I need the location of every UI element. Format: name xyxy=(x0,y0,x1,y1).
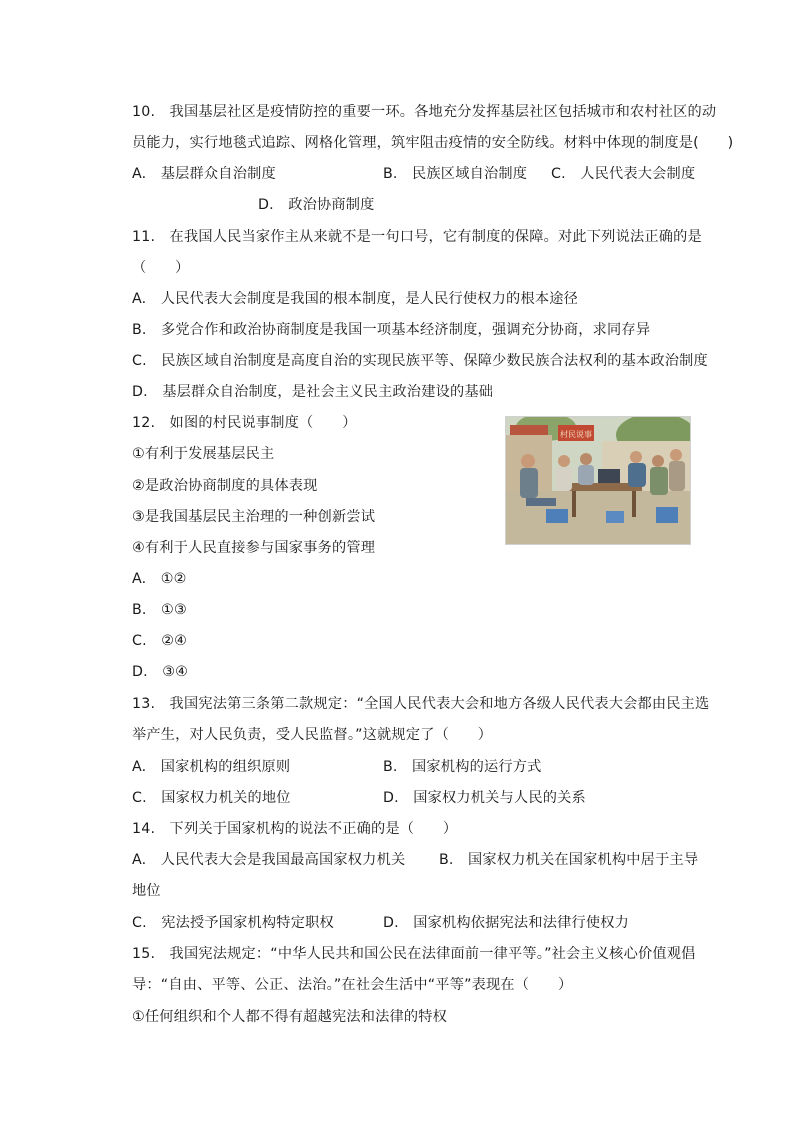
q10-option-c: C. 人民代表大会制度 xyxy=(551,166,696,182)
q14-option-d: D. 国家机构依据宪法和法律行使权力 xyxy=(383,915,630,931)
q12-option-c: C. ②④ xyxy=(132,633,188,649)
q12-option-b: B. ①③ xyxy=(132,602,187,618)
q14-option-b-line2: 地位 xyxy=(132,883,161,899)
q12-option-a: A. ①② xyxy=(132,571,187,587)
q12-statement-4: ④有利于人民直接参与国家事务的管理 xyxy=(132,540,376,556)
q14-option-a: A. 人民代表大会是我国最高国家权力机关 xyxy=(132,852,406,868)
q10-option-d: D. 政治协商制度 xyxy=(258,197,375,213)
q11-stem-line1: 11. 在我国人民当家作主从来就不是一句口号，它有制度的保障。对此下列说法正确的是 xyxy=(132,229,702,245)
q14-stem: 14. 下列关于国家机构的说法不正确的是（ ） xyxy=(132,821,458,837)
q15-statement-1: ①任何组织和个人都不得有超越宪法和法律的特权 xyxy=(132,1009,448,1025)
q11-stem-line2: （ ） xyxy=(132,260,190,276)
q13-option-a: A. 国家机构的组织原则 xyxy=(132,759,291,775)
q13-option-c: C. 国家权力机关的地位 xyxy=(132,790,291,806)
q10-option-b: B. 民族区域自治制度 xyxy=(383,166,528,182)
q13-option-b: B. 国家机构的运行方式 xyxy=(383,759,542,775)
q10-stem-line1: 10. 我国基层社区是疫情防控的重要一环。各地充分发挥基层社区包括城市和农村社区的动 xyxy=(132,104,717,120)
q12-option-d: D. ③④ xyxy=(132,664,189,680)
q10-stem-line2: 员能力，实行地毯式追踪、网格化管理，筑牢阻击疫情的安全防线。材料中体现的制度是( ) xyxy=(132,135,734,151)
village-sign-text: 村民说事 xyxy=(560,430,592,439)
q13-stem-line2: 举产生，对人民负责，受人民监督。”这就规定了（ ） xyxy=(132,727,493,743)
q12-statement-3: ③是我国基层民主治理的一种创新尝试 xyxy=(132,509,376,525)
q11-option-c: C. 民族区域自治制度是高度自治的实现民族平等、保障少数民族合法权利的基本政治制度 xyxy=(132,353,708,369)
q15-stem-line1: 15. 我国宪法规定：“中华人民共和国公民在法律面前一律平等。”社会主义核心价值观倡 xyxy=(132,946,696,962)
q14-option-c: C. 宪法授予国家机构特定职权 xyxy=(132,915,334,931)
q13-stem-line1: 13. 我国宪法第三条第二款规定：“全国人民代表大会和地方各级人民代表大会都由民主选 xyxy=(132,696,710,712)
q13-option-d: D. 国家权力机关与人民的关系 xyxy=(383,790,586,806)
q11-option-a: A. 人民代表大会制度是我国的根本制度，是人民行使权力的根本途径 xyxy=(132,291,578,307)
q11-option-b: B. 多党合作和政治协商制度是我国一项基本经济制度，强调充分协商，求同存异 xyxy=(132,322,651,338)
q14-option-b-line1: B. 国家权力机关在国家机构中居于主导 xyxy=(439,852,699,868)
q12-stem: 12. 如图的村民说事制度（ ） xyxy=(132,415,357,431)
q15-stem-line2: 导：“自由、平等、公正、法治。”在社会生活中“平等”表现在（ ） xyxy=(132,977,573,993)
village-meeting-illustration xyxy=(505,416,691,545)
q10-option-a: A. 基层群众自治制度 xyxy=(132,166,276,182)
q11-option-d: D. 基层群众自治制度，是社会主义民主政治建设的基础 xyxy=(132,384,494,400)
q12-statement-2: ②是政治协商制度的具体表现 xyxy=(132,478,318,494)
q12-statement-1: ①有利于发展基层民主 xyxy=(132,446,275,462)
